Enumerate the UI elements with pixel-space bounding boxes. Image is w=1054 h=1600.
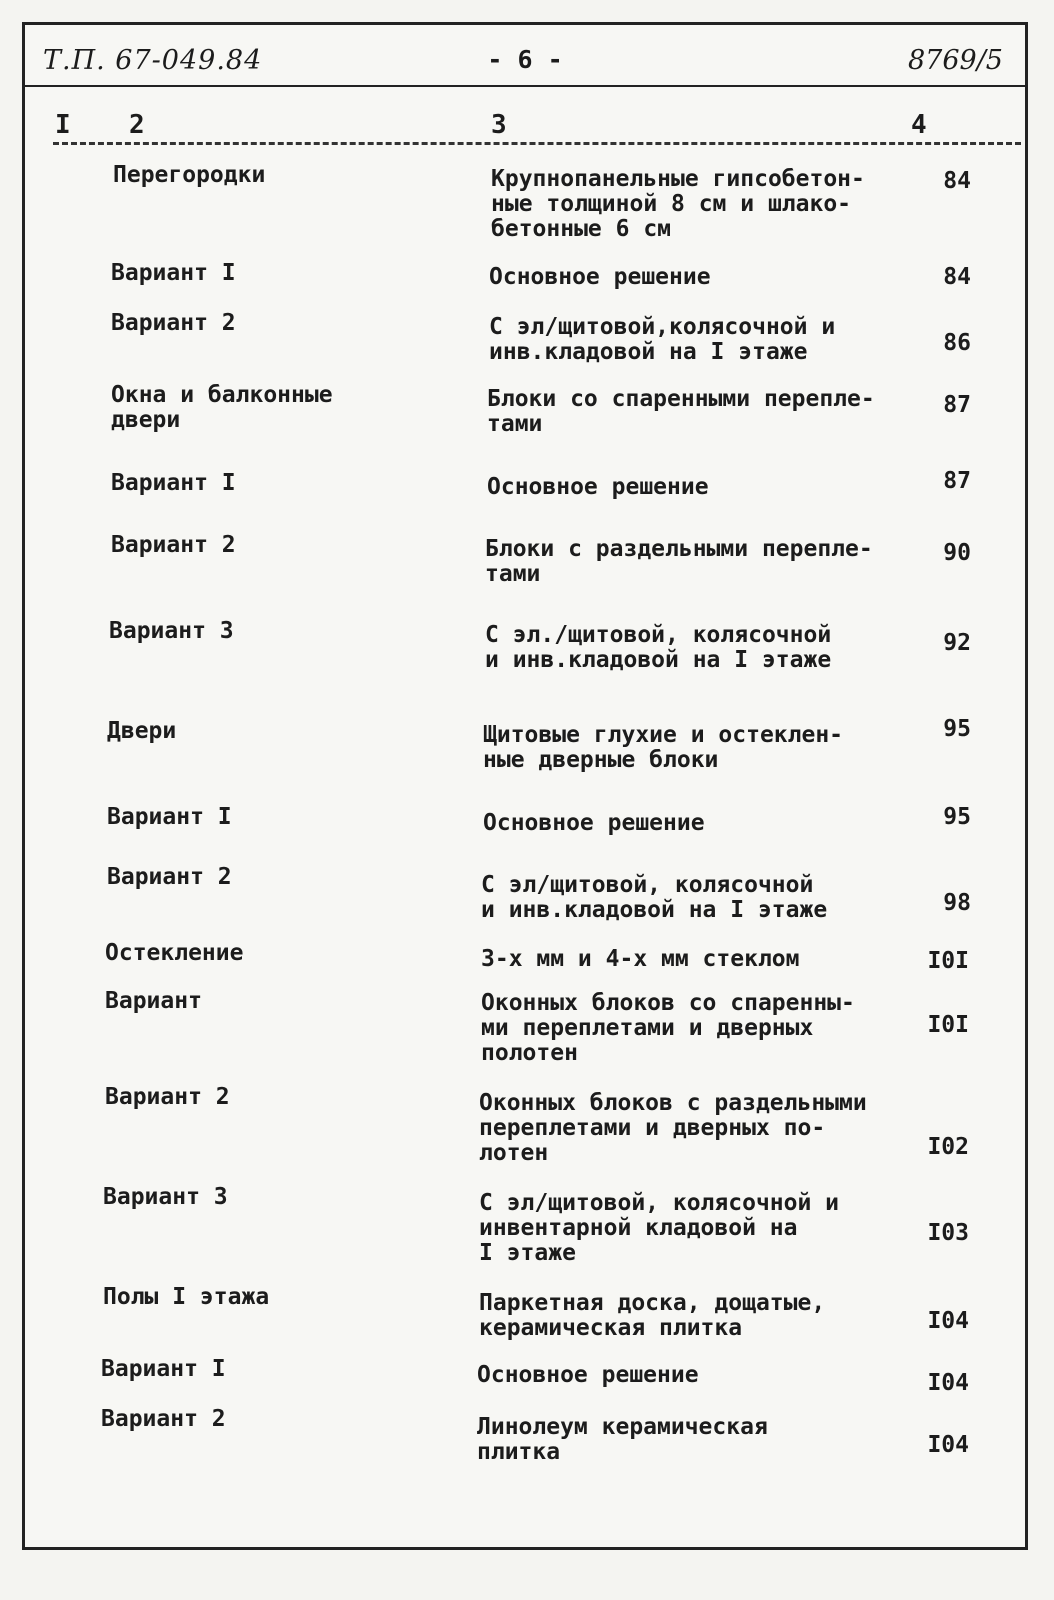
row-3-name: Вариант 2	[111, 310, 236, 336]
row-11-description: 3-х мм и 4-х мм стеклом	[481, 946, 800, 972]
row-1-name: Перегородки	[113, 162, 266, 188]
row-13-description: Оконных блоков с раздельными переплетами и дверных по- лотен	[479, 1090, 867, 1166]
row-16-name: Вариант I	[101, 1356, 226, 1382]
row-12-page: I0I	[927, 1012, 969, 1038]
document-sheet	[22, 22, 1028, 1550]
row-4-name: Окна и балконные двери	[111, 382, 333, 433]
row-13-name: Вариант 2	[105, 1084, 230, 1110]
row-8-page: 95	[943, 716, 971, 742]
row-11-name: Остекление	[105, 940, 244, 966]
row-15-description: Паркетная доска, дощатые, керамическая плитка	[479, 1290, 826, 1341]
row-12-description: Оконных блоков со спаренны- ми переплетами и дверных полотен	[481, 990, 855, 1066]
row-13-page: I02	[927, 1134, 969, 1160]
row-17-page: I04	[927, 1432, 969, 1458]
row-12-name: Вариант	[105, 988, 202, 1014]
page-number: - 6 -	[487, 45, 563, 74]
row-10-description: С эл/щитовой, колясочной и инв.кладовой на I этаже	[481, 872, 828, 923]
row-2-page: 84	[943, 264, 971, 290]
row-9-name: Вариант I	[107, 804, 232, 830]
row-10-page: 98	[943, 890, 971, 916]
row-5-description: Основное решение	[487, 474, 709, 500]
row-6-page: 90	[943, 540, 971, 566]
sheet-reference: 8769/5	[908, 45, 1003, 76]
row-15-page: I04	[927, 1308, 969, 1334]
row-14-page: I03	[927, 1220, 969, 1246]
row-10-name: Вариант 2	[107, 864, 232, 890]
row-1-page: 84	[943, 168, 971, 194]
row-9-page: 95	[943, 804, 971, 830]
row-2-name: Вариант I	[111, 260, 236, 286]
row-11-page: I0I	[927, 948, 969, 974]
row-17-name: Вариант 2	[101, 1406, 226, 1432]
row-4-page: 87	[943, 392, 971, 418]
row-14-name: Вариант 3	[103, 1184, 228, 1210]
row-1-description: Крупнопанельные гипсобетон- ные толщиной 8 см и шлако- бетонные 6 см	[491, 166, 865, 242]
row-16-page: I04	[927, 1370, 969, 1396]
column-number-2: 2	[129, 110, 145, 140]
row-3-page: 86	[943, 330, 971, 356]
column-number-4: 4	[911, 110, 927, 140]
row-7-description: С эл./щитовой, колясочной и инв.кладовой на I этаже	[485, 622, 832, 673]
row-5-page: 87	[943, 468, 971, 494]
row-8-description: Щитовые глухие и остеклен- ные дверные блоки	[483, 722, 844, 773]
row-7-name: Вариант 3	[109, 618, 234, 644]
row-9-description: Основное решение	[483, 810, 705, 836]
column-number-1: I	[55, 110, 71, 140]
header-dashed-rule	[53, 142, 1021, 145]
row-7-page: 92	[943, 630, 971, 656]
title-block	[25, 25, 1025, 87]
row-6-name: Вариант 2	[111, 532, 236, 558]
row-6-description: Блоки с раздельными перепле- тами	[485, 536, 873, 587]
row-15-name: Полы I этажа	[103, 1284, 270, 1310]
row-8-name: Двери	[107, 718, 177, 744]
row-2-description: Основное решение	[489, 264, 711, 290]
doc-code: Т.П. 67-049.84	[43, 45, 263, 76]
row-17-description: Линолеум керамическая плитка	[477, 1414, 768, 1465]
row-3-description: С эл/щитовой,колясочной и инв.кладовой на I этаже	[489, 314, 836, 365]
row-4-description: Блоки со спаренными перепле- тами	[487, 386, 875, 437]
row-16-description: Основное решение	[477, 1362, 699, 1388]
column-number-3: 3	[491, 110, 507, 140]
row-5-name: Вариант I	[111, 470, 236, 496]
row-14-description: С эл/щитовой, колясочной и инвентарной кладовой на I этаже	[479, 1190, 840, 1266]
